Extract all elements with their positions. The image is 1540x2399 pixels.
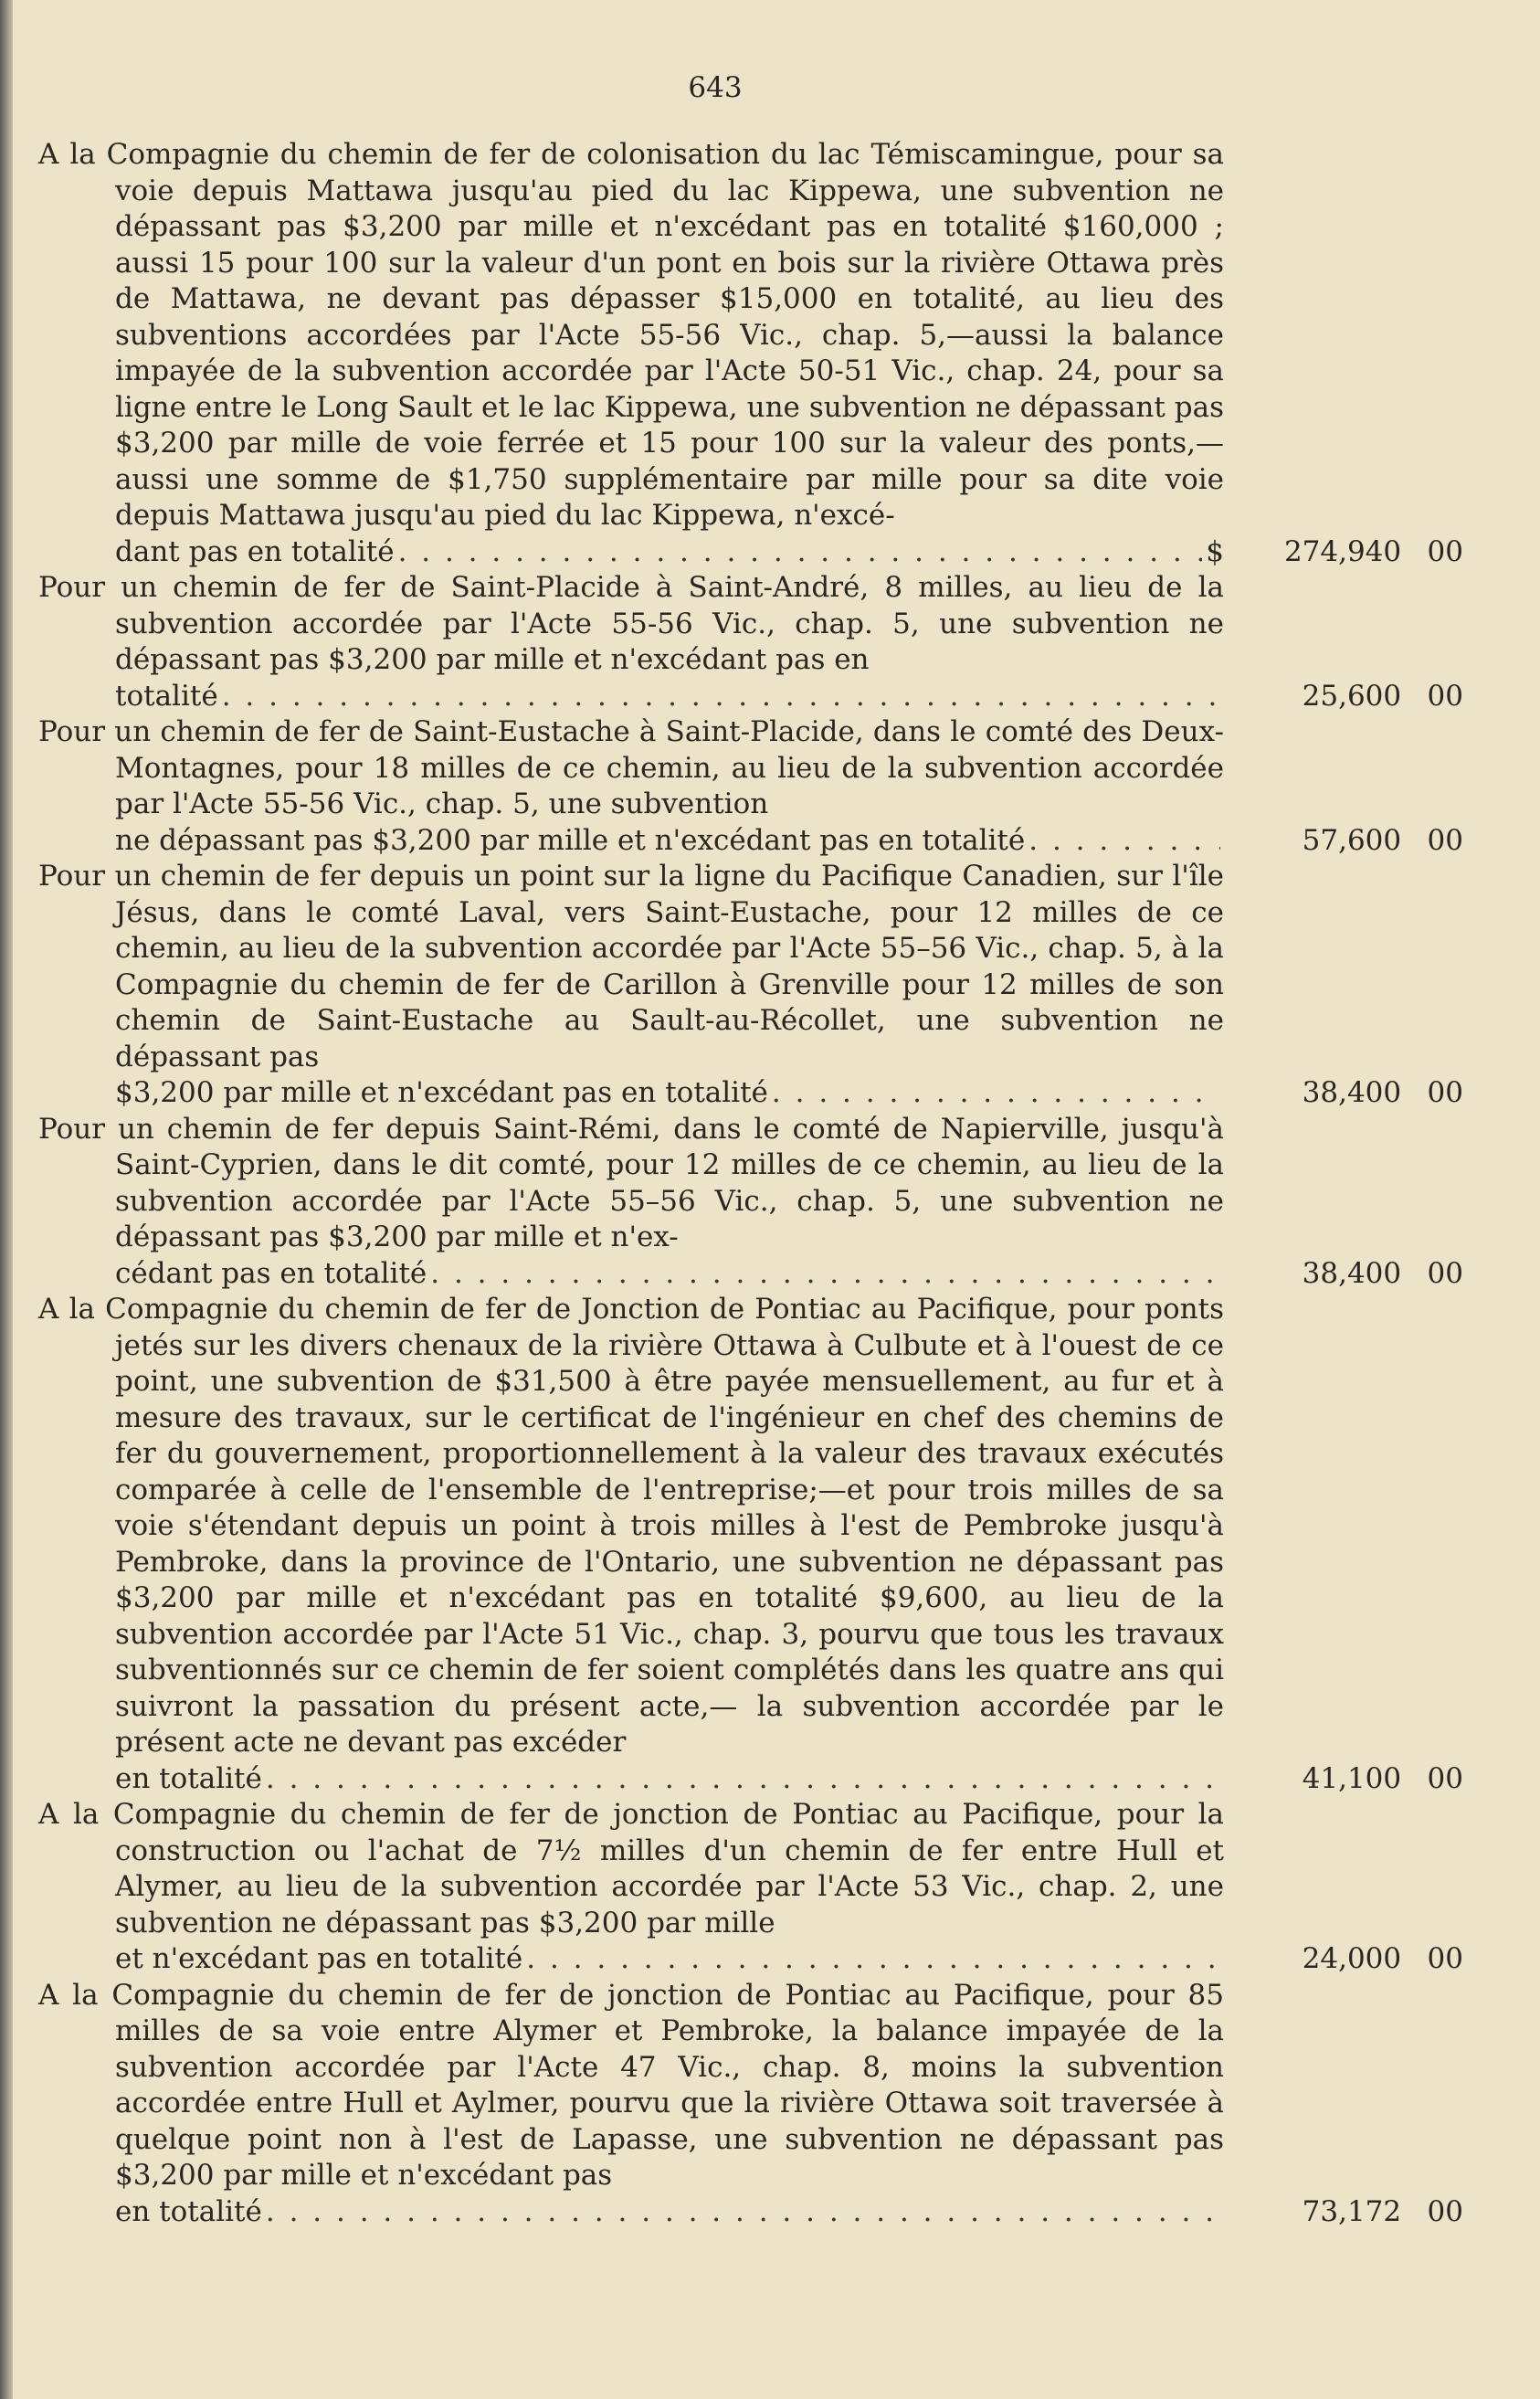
subsidy-entry xyxy=(38,1292,1463,1797)
dot-leader xyxy=(1028,823,1220,860)
amount-dollars: 57,600 xyxy=(1302,823,1402,857)
amount-cents: 00 xyxy=(1427,534,1463,568)
entry-amount xyxy=(1235,1075,1463,1112)
amount-cents: 00 xyxy=(1427,1942,1463,1975)
subsidy-entry xyxy=(38,137,1463,570)
entry-tail: totalité xyxy=(115,679,218,713)
amount-cents: 00 xyxy=(1427,1761,1463,1795)
entry-last-line xyxy=(115,1761,1224,1798)
entry-last-line xyxy=(115,1256,1224,1293)
dollar-sign: $ xyxy=(1206,534,1224,568)
entry-text: Pour un chemin de fer de Saint-Eustache à Saint-Placide, dans le comté des Deux-Montagnes, pour 18 milles de ce chemin, au lieu de la subvention accordée par l'Acte 55-56 Vic., chap. 5, une subvention xyxy=(38,715,1224,820)
amount-dollars: 38,400 xyxy=(1302,1076,1402,1109)
subsidy-entry xyxy=(38,859,1463,1112)
amount-dollars: 25,600 xyxy=(1302,679,1402,713)
entry-text: A la Compagnie du chemin de fer de jonction de Pontiac au Pacifique, pour la construction ou l'achat de 7½ milles d'un chemin de fer entre Hull et Alymer, au lieu de la subvention accordée par l'Acte 53 Vic., chap. 2, une subvention ne dépassant pas $3,200 par mille xyxy=(38,1798,1224,1939)
amount-dollars: 38,400 xyxy=(1302,1256,1402,1290)
subsidy-entry xyxy=(38,570,1463,714)
subsidy-entry xyxy=(38,714,1463,859)
page-number: 643 xyxy=(688,71,743,104)
dot-leader xyxy=(222,679,1220,715)
entry-tail: cédant pas en totalité xyxy=(115,1256,427,1290)
entry-tail: en totalité xyxy=(115,1761,262,1795)
entry-text: A la Compagnie du chemin de fer de colonisation du lac Témiscamingue, pour sa voie depuis Mattawa jusqu'au pied du lac Kippewa, une subvention ne dépassant pas $3,200 par mille et n'excédant pas en totalité $160,000 ; aussi 15 pour 100 sur la valeur d'un pont en bois sur la rivière Ottawa près de Mattawa, ne devant pas dépasser $15,000 en totalité, au lieu des subventions accordées par l'Acte 55-56 Vic., chap. 5,—aussi la balance impayée de la subvention accordée par l'Acte 50-51 Vic., chap. 24, pour sa ligne entre le Long Sault et le lac Kippewa, une subvention ne dépassant pas $3,200 par mille de voie ferrée et 15 pour 100 sur la valeur des ponts,—aussi une somme de $1,750 supplémentaire par mille pour sa dite voie depuis Mattawa jusqu'au pied du lac Kippewa, n'excé- xyxy=(38,138,1224,532)
entry-last-line xyxy=(115,823,1224,860)
dot-leader xyxy=(526,1941,1220,1978)
entry-amount xyxy=(1235,1761,1463,1798)
dot-leader xyxy=(772,1075,1220,1112)
entry-tail: en totalité xyxy=(115,2194,262,2228)
entry-amount xyxy=(1235,823,1463,860)
entry-tail: et n'excédant pas en totalité xyxy=(115,1942,523,1975)
subsidy-entry xyxy=(38,1112,1463,1293)
subsidy-list xyxy=(38,137,1463,2230)
entry-amount xyxy=(1235,2194,1463,2231)
amount-cents: 00 xyxy=(1427,1256,1463,1290)
amount-cents: 00 xyxy=(1427,679,1463,713)
subsidy-entry xyxy=(38,1797,1463,1978)
entry-last-line xyxy=(115,1075,1224,1112)
amount-dollars: 274,940 xyxy=(1283,534,1402,568)
subsidy-entry xyxy=(38,1978,1463,2231)
entry-tail: ne dépassant pas $3,200 par mille et n'excédant pas en totalité xyxy=(115,823,1026,857)
entry-amount xyxy=(1235,1256,1463,1293)
entry-text: Pour un chemin de fer depuis un point sur la ligne du Pacifique Canadien, sur l'île Jésus, dans le comté Laval, vers Saint-Eustache, pour 12 milles de ce chemin, au lieu de la subvention accordée par l'Acte 55–56 Vic., chap. 5, à la Compagnie du chemin de fer de Carillon à Grenville pour 12 milles de son chemin de Saint-Eustache au Sault-au-Récollet, une subvention ne dépassant pas xyxy=(38,860,1224,1073)
entry-last-line xyxy=(115,679,1224,715)
amount-dollars: 41,100 xyxy=(1302,1761,1402,1795)
entry-amount xyxy=(1235,679,1463,715)
amount-cents: 00 xyxy=(1427,1076,1463,1109)
entry-text: A la Compagnie du chemin de fer de Jonction de Pontiac au Pacifique, pour ponts jetés sur les divers chenaux de la rivière Ottawa à Culbute et à l'ouest de ce point, une subvention de $31,500 à être payée mensuellement, au fur et à mesure des travaux, sur le certificat de l'ingénieur en chef des chemins de fer du gouvernement, proportionnellement à la valeur des travaux exécutés comparée à celle de l'ensemble de l'entreprise;—et pour trois milles de sa voie s'étendant depuis un point à trois milles à l'est de Pembroke jusqu'à Pembroke, dans la province de l'Ontario, une subvention ne dépassant pas $3,200 par mille et n'excédant pas en totalité $9,600, au lieu de la subvention accordée par l'Acte 51 Vic., chap. 3, pourvu que tous les travaux subventionnés sur ce chemin de fer soient complétés dans les quatre ans qui suivront la passation du présent acte,— la subvention accordée par le présent acte ne devant pas excéder xyxy=(38,1293,1224,1759)
entry-amount xyxy=(1235,1941,1463,1978)
dot-leader xyxy=(266,2194,1220,2231)
dot-leader xyxy=(266,1761,1220,1798)
entry-text: Pour un chemin de fer de Saint-Placide à Saint-André, 8 milles, au lieu de la subvention accordée par l'Acte 55-56 Vic., chap. 5, une subvention ne dépassant pas $3,200 par mille et n'excédant pas en xyxy=(38,571,1224,676)
dot-leader xyxy=(430,1256,1220,1293)
amount-cents: 00 xyxy=(1427,2194,1463,2228)
entry-text: Pour un chemin de fer depuis Saint-Rémi, dans le comté de Napierville, jusqu'à Saint-Cyprien, dans le dit comté, pour 12 milles de ce chemin, au lieu de la subvention accordée par l'Acte 55–56 Vic., chap. 5, une subvention ne dépassant pas $3,200 par mille et n'ex- xyxy=(38,1112,1224,1253)
entry-last-line xyxy=(115,2194,1224,2231)
entry-last-line xyxy=(115,1941,1224,1978)
dot-leader xyxy=(398,534,1203,571)
entry-text: A la Compagnie du chemin de fer de jonction de Pontiac au Pacifique, pour 85 milles de sa voie entre Alymer et Pembroke, la balance impayée de la subvention accordée par l'Acte 47 Vic., chap. 8, moins la subvention accordée entre Hull et Aylmer, pourvu que la rivière Ottawa soit traversée à quelque point non à l'est de Lapasse, une subvention ne dépassant pas $3,200 par mille et n'excédant pas xyxy=(38,1978,1224,2192)
entry-tail: $3,200 par mille et n'excédant pas en totalité xyxy=(115,1076,768,1109)
amount-dollars: 73,172 xyxy=(1302,2194,1402,2228)
entry-amount xyxy=(1235,534,1463,571)
amount-dollars: 24,000 xyxy=(1302,1942,1402,1975)
entry-tail: dant pas en totalité xyxy=(115,534,395,568)
entry-last-line xyxy=(115,534,1224,571)
amount-cents: 00 xyxy=(1427,823,1463,857)
